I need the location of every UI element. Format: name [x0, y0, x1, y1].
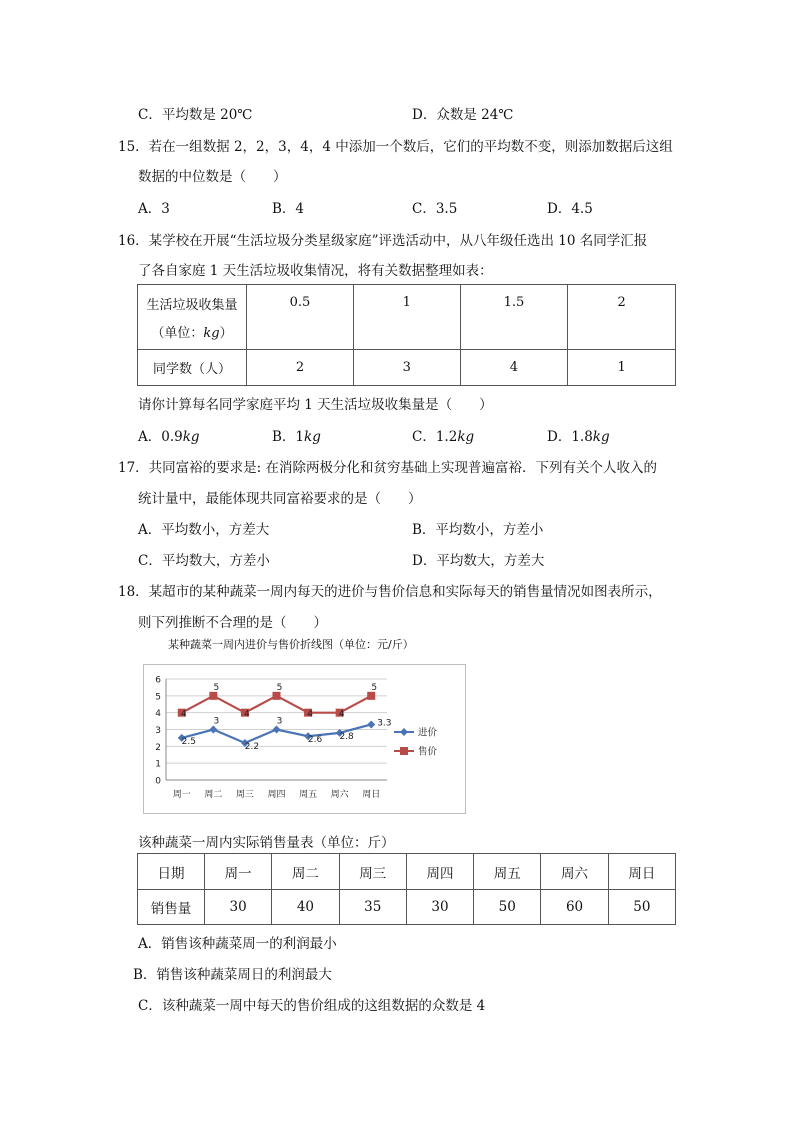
y-tick-label: 0	[155, 776, 161, 787]
q16-option-d-text: D．1.8	[547, 429, 593, 445]
q14-option-d: D．众数是 24℃	[412, 107, 514, 123]
q16-value-cell: 1.5	[460, 285, 568, 350]
q17-option-d: D．平均数大，方差大	[412, 553, 545, 569]
q16-option-c	[412, 425, 474, 445]
x-tick-label: 周六	[330, 790, 349, 800]
y-tick-label: 1	[155, 759, 161, 770]
q15-option-d: D．4.5	[547, 201, 593, 217]
q18-sales-table	[137, 853, 676, 925]
data-label: 5	[213, 682, 220, 693]
legend-label: 售价	[418, 746, 438, 758]
data-label: 2.5	[181, 736, 196, 747]
data-point	[209, 692, 217, 700]
q16-option-d-unit: kg	[592, 429, 610, 445]
q16-unit: kg	[203, 325, 220, 341]
x-tick-label: 周一	[172, 790, 191, 800]
q16-header-cell	[138, 285, 247, 350]
q16-option-a-text: A．0.9	[138, 429, 183, 445]
line-chart-frame	[143, 664, 466, 814]
q16-unit-suffix: ）	[219, 325, 233, 341]
y-tick-label: 5	[155, 692, 161, 703]
y-tick-label: 2	[155, 742, 161, 753]
q15-stem-line2: 数据的中位数是（ ）	[138, 169, 287, 185]
q15-option-b: B．4	[272, 201, 305, 217]
q16-data-table	[137, 284, 676, 386]
q16-header-label: 生活垃圾收集量	[146, 297, 238, 313]
q18-option-b: B．销售该种蔬菜周日的利润最大	[133, 967, 332, 983]
x-tick-label: 周二	[204, 790, 223, 800]
q16-count-cell: 3	[353, 350, 460, 386]
q16-value-cell: 1	[353, 285, 460, 350]
q18-option-a: A．销售该种蔬菜周一的利润最小	[138, 936, 337, 952]
x-tick-label: 周五	[299, 790, 318, 800]
y-tick-label: 4	[155, 709, 161, 720]
data-point	[367, 720, 375, 728]
x-tick-label: 周日	[362, 790, 381, 800]
q17-option-c: C．平均数大，方差小	[138, 553, 270, 569]
data-label: 3	[213, 716, 220, 727]
x-tick-label: 周四	[267, 790, 286, 800]
y-tick-label: 3	[155, 726, 161, 736]
q16-option-c-unit: kg	[457, 429, 475, 445]
data-label: 4	[244, 709, 250, 720]
q16-value-cell: 2	[568, 285, 676, 350]
q18-option-c: C．该种蔬菜一周中每天的售价组成的这组数据的众数是 4	[138, 998, 486, 1014]
q16-unit-prefix: （单位：	[151, 325, 204, 341]
q16-option-d	[547, 425, 610, 445]
q15-option-c: C．3.5	[412, 201, 458, 217]
q16-option-c-text: C．1.2	[412, 429, 458, 445]
table-cell: 60	[541, 890, 608, 925]
q17-option-a: A．平均数小，方差大	[138, 522, 270, 538]
table-header-cell: 周六	[541, 854, 608, 890]
table-cell: 销售量	[138, 890, 205, 925]
q15-stem-line1: 15．若在一组数据 2，2，3，4，4 中添加一个数后，它们的平均数不变，则添加数据后这组	[118, 139, 673, 155]
data-point	[209, 726, 217, 734]
q18-table-header-row	[138, 854, 676, 890]
table-header-cell: 周日	[608, 854, 675, 890]
q17-stem-line2: 统计量中，最能体现共同富裕要求的是（ ）	[138, 491, 422, 507]
data-point	[367, 692, 375, 700]
q16-question: 请你计算每名同学家庭平均 1 天生活垃圾收集量是（ ）	[138, 397, 493, 413]
q16-count-cell: 4	[460, 350, 568, 386]
q16-option-b	[272, 425, 321, 445]
data-label: 5	[371, 682, 378, 693]
q16-option-a	[138, 425, 200, 445]
line-chart	[144, 665, 465, 813]
q18-table-data-row	[138, 890, 676, 925]
table-cell: 50	[608, 890, 675, 925]
q17-stem-line1: 17．共同富裕的要求是: 在消除两极分化和贫穷基础上实现普遍富裕．下列有关个人收入的	[118, 460, 658, 476]
table-cell: 50	[474, 890, 541, 925]
q16-count-cell: 1	[568, 350, 676, 386]
data-label: 4	[307, 709, 313, 720]
data-label: 2.6	[307, 735, 323, 746]
data-label: 2.8	[339, 731, 354, 742]
table-header-cell: 周五	[474, 854, 541, 890]
data-label: 3.3	[377, 718, 392, 729]
table-header-cell: 日期	[138, 854, 205, 890]
data-label: 4	[180, 709, 187, 720]
q15-option-a: A．3	[138, 201, 170, 217]
q18-table-title: 该种蔬菜一周内实际销售量表（单位：斤）	[138, 835, 395, 851]
q16-stem-line2: 了各自家庭 1 天生活垃圾收集情况，将有关数据整理如表：	[138, 263, 493, 279]
q16-stem-line1: 16．某学校在开展“生活垃圾分类星级家庭”评选活动中，从八年级任选出 10 名同学汇报	[118, 233, 648, 249]
table-header-cell: 周二	[272, 854, 339, 890]
data-point	[273, 726, 281, 734]
legend-marker	[400, 747, 408, 755]
data-label: 3	[276, 716, 283, 727]
table-cell: 30	[406, 890, 473, 925]
legend-marker	[400, 728, 408, 736]
table-header-cell: 周一	[205, 854, 272, 890]
table-cell: 40	[272, 890, 339, 925]
chart-title: 某种蔬菜一周内进价与售价折线图（单位：元/斤）	[168, 638, 414, 651]
data-label: 5	[276, 682, 283, 693]
q16-option-a-unit: kg	[182, 429, 200, 445]
table-cell: 35	[339, 890, 406, 925]
q16-row2-label: 同学数（人）	[138, 350, 247, 386]
q16-value-cell: 0.5	[247, 285, 354, 350]
q18-stem-line1: 18．某超市的某种蔬菜一周内每天的进价与售价信息和实际每天的销售量情况如图表所示，	[118, 584, 662, 600]
q14-option-c: C．平均数是 20℃	[138, 107, 253, 123]
table-cell: 30	[205, 890, 272, 925]
data-label: 4	[338, 709, 345, 720]
q16-option-b-unit: kg	[304, 429, 321, 445]
y-tick-label: 6	[155, 675, 161, 686]
table-header-cell: 周三	[339, 854, 406, 890]
q16-count-cell: 2	[247, 350, 354, 386]
table-header-cell: 周四	[406, 854, 473, 890]
q18-stem-line2: 则下列推断不合理的是（ ）	[138, 615, 327, 631]
q17-option-b: B．平均数小，方差小	[412, 522, 544, 538]
q16-option-b-text: B．1	[272, 429, 305, 445]
data-point	[273, 692, 281, 700]
data-label: 2.2	[244, 741, 260, 752]
legend-label: 进价	[418, 727, 438, 739]
x-tick-label: 周三	[235, 790, 254, 800]
